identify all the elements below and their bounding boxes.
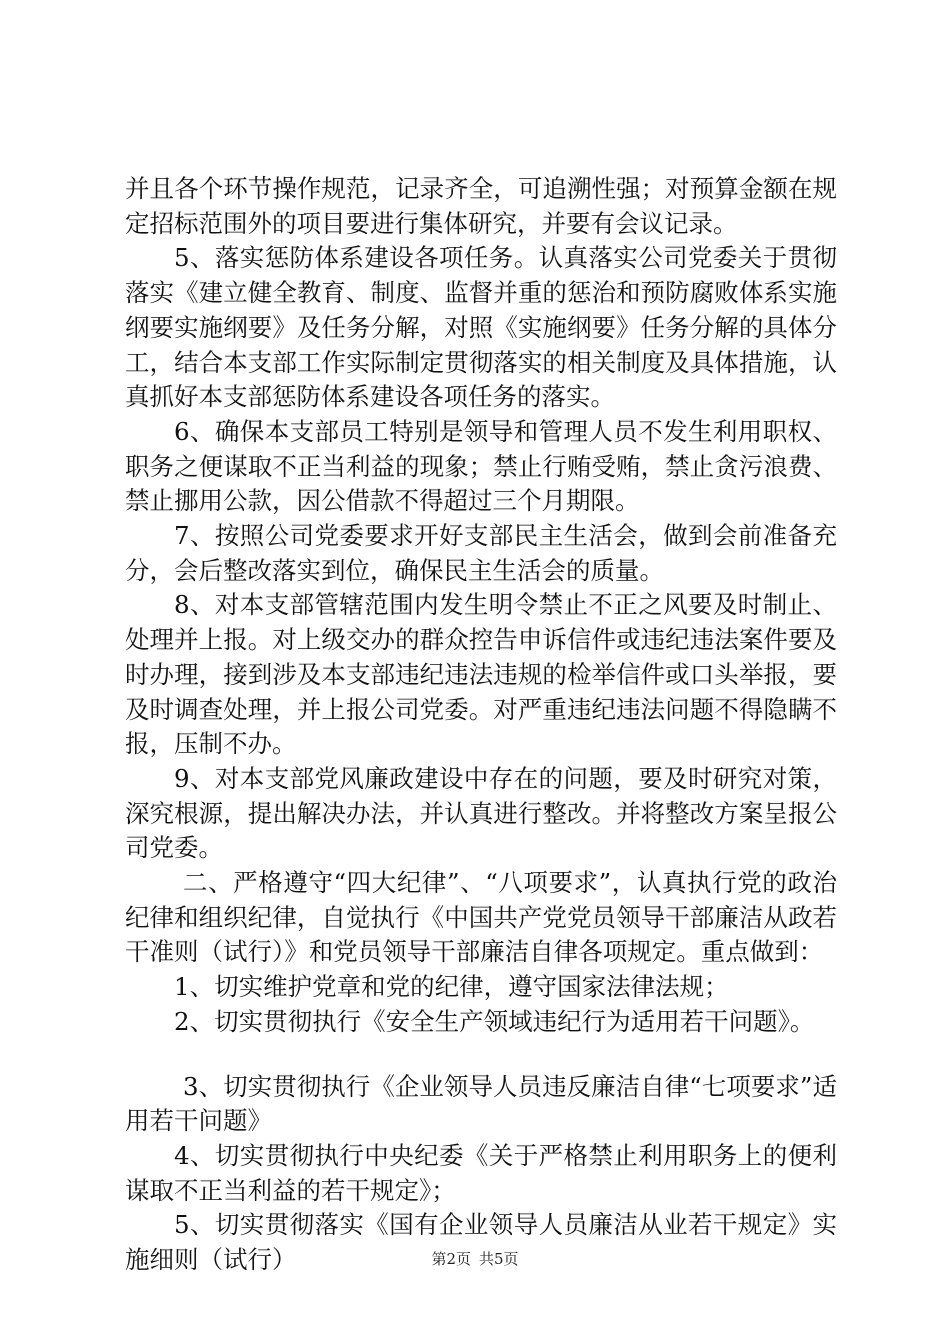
list-item-5-state-enterprise-rules: 5、切实贯彻落实《国有企业领导人员廉洁从业若干规定》实施细则（试行）: [125, 1210, 837, 1275]
paragraph-item-6-staff-conduct: 6、确保本支部员工特别是领导和管理人员不发生利用职权、职务之便谋取不正当利益的现象；禁止行贿受贿，禁止贪污浪费、禁止挪用公款，因公借款不得超过三个月期限。: [125, 416, 837, 516]
page-footer: [0, 1249, 950, 1269]
list-item-2-safety-production: 2、切实贯彻执行《安全生产领域违纪行为适用若干问题》。: [174, 1006, 815, 1036]
page-number-current: 第2页: [431, 1250, 471, 1268]
paragraph-gap: [125, 1040, 837, 1070]
paragraph-item-7-democratic-meeting: 7、按照公司党委要求开好支部民主生活会，做到会前准备充分，会后整改落实到位，确保民主生活会的质量。: [125, 521, 837, 585]
paragraph-item-9-rectification: 9、对本支部党风廉政建设中存在的问题，要及时研究对策，深究根源，提出解决办法，并认真进行整改。并将整改方案呈报公司党委。: [125, 763, 837, 863]
list-item-4-central-commission: 4、切实贯彻执行中央纪委《关于严格禁止利用职务上的便利谋取不正当利益的若干规定》；: [125, 1140, 837, 1205]
page-number-total: 共5页: [479, 1250, 519, 1268]
paragraph-continuation: 并且各个环节操作规范，记录齐全，可追溯性强；对预算金额在规定招标范围外的项目要进行集体研究，并要有会议记录。: [125, 174, 837, 238]
list-item-1-party-discipline: 1、切实维护党章和党的纪律，遵守国家法律法规；: [174, 972, 729, 1002]
paragraph-item-5-anti-corruption-system: 5、落实惩防体系建设各项任务。认真落实公司党委关于贯彻落实《建立健全教育、制度、监督并重的惩治和预防腐败体系实施纲要实施纲要》及任务分解，对照《实施纲要》任务分解的具体分工，结合本支部工作实际制定贯彻落实的相关制度及具体措施，认真抓好本支部惩防体系建设各项任务的落实。: [125, 243, 837, 412]
document-body: [125, 172, 837, 1278]
paragraph-item-8-misconduct-handling: 8、对本支部管辖范围内发生明令禁止不正之风要及时制止、处理并上报。对上级交办的群众控告申诉信件或违纪违法案件要及时办理，接到涉及本支部违纪违法违规的检举信件或口头举报，要及时调查处理，并上报公司党委。对严重违纪违法问题不得隐瞒不报，压制不办。: [125, 590, 837, 759]
list-item-3-enterprise-leaders: 3、切实贯彻执行《企业领导人员违反廉洁自律“七项要求”适用若干问题》: [125, 1071, 837, 1136]
section-two-heading-paragraph: 二、严格遵守“四大纪律”、“八项要求”，认真执行党的政治纪律和组织纪律，自觉执行《中国共产党党员领导干部廉洁从政若干准则（试行）》和党员领导干部廉洁自律各项规定。重点做到：: [125, 868, 837, 967]
